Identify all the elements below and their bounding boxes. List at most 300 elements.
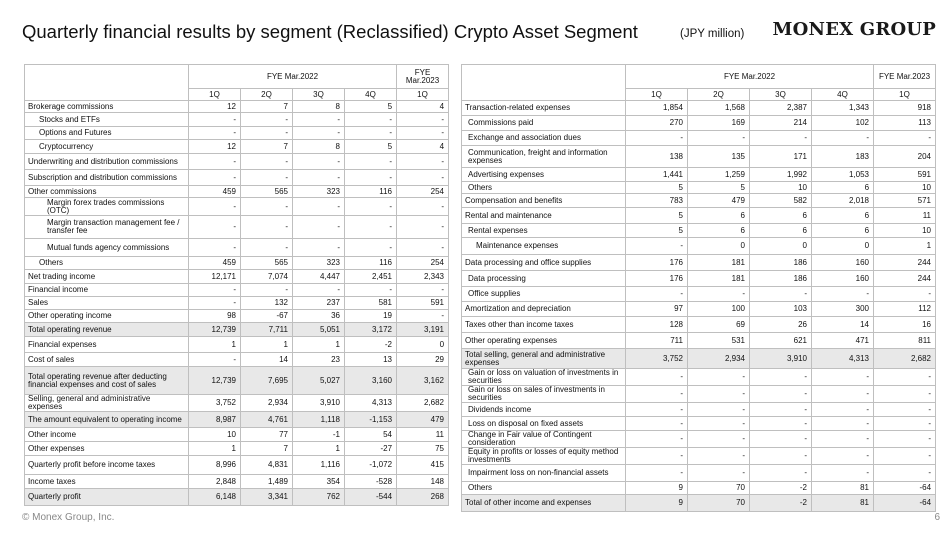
table-row [462,465,936,482]
quarter-header: 2Q [241,89,293,101]
value-cell: - [293,216,345,239]
value-cell: 1,259 [688,168,750,182]
value-cell: 113 [874,116,936,131]
value-cell: - [397,154,449,170]
quarter-header: 3Q [750,89,812,101]
value-cell: 7,695 [241,367,293,395]
value-cell: 783 [626,194,688,208]
value-cell: - [397,198,449,216]
row-label: Office supplies [462,287,626,302]
table-row [462,417,936,431]
value-cell: 54 [345,428,397,442]
value-cell: 7,711 [241,323,293,337]
value-cell: 591 [874,168,936,182]
value-cell: 10 [750,182,812,194]
row-label: Total operating revenue [25,323,189,337]
value-cell: - [812,417,874,431]
value-cell: 2,451 [345,270,397,284]
table-row [25,113,449,127]
table-row [462,208,936,224]
value-cell: - [626,448,688,465]
value-cell: 4 [397,140,449,154]
row-label: Net trading income [25,270,189,284]
quarter-header: 4Q [812,89,874,101]
value-cell: 471 [812,333,874,349]
row-label: Others [25,257,189,270]
value-cell: 3,160 [345,367,397,395]
value-cell: - [397,127,449,140]
row-label: Compensation and benefits [462,194,626,208]
value-cell: 6 [688,208,750,224]
value-cell: 0 [688,238,750,255]
value-cell: 5,051 [293,323,345,337]
value-cell: 323 [293,257,345,270]
value-cell: - [688,403,750,417]
value-cell: 3,341 [241,489,293,506]
row-label: Other commissions [25,186,189,198]
row-label: Quarterly profit before income taxes [25,456,189,475]
row-label: Mutual funds agency commissions [25,239,189,257]
table-row [462,131,936,146]
row-label: Others [462,182,626,194]
value-cell: -2 [750,495,812,512]
value-cell: - [345,198,397,216]
row-label: Change in Fair value of Contingent consideration [462,431,626,448]
value-cell: - [812,386,874,403]
value-cell: - [750,386,812,403]
row-label: Quarterly profit [25,489,189,506]
value-cell: 244 [874,271,936,287]
value-cell: 1,992 [750,168,812,182]
value-cell: 582 [750,194,812,208]
value-cell: 2,387 [750,101,812,116]
row-label: Total operating revenue after deducting financial expenses and cost of sales [25,367,189,395]
value-cell: - [874,431,936,448]
value-cell: 1,053 [812,168,874,182]
fy-curr-header: FYE Mar.2023 [874,65,936,89]
table-row [25,367,449,395]
row-label: Margin forex trades commissions (OTC) [25,198,189,216]
page-number: 6 [934,512,940,523]
value-cell: 171 [750,146,812,168]
table-row [25,353,449,367]
value-cell: 7 [241,140,293,154]
table-row [462,101,936,116]
value-cell: 23 [293,353,345,367]
value-cell: - [750,131,812,146]
value-cell: 103 [750,302,812,317]
value-cell: - [189,353,241,367]
value-cell: 565 [241,186,293,198]
value-cell: 6 [750,208,812,224]
value-cell: 591 [397,297,449,310]
value-cell: -544 [345,489,397,506]
value-cell: 811 [874,333,936,349]
table-row [462,271,936,287]
page-title: Quarterly financial results by segment (Reclassified) Crypto Asset Segment [22,21,638,42]
table-row [462,182,936,194]
value-cell: - [241,284,293,297]
table-row [25,337,449,353]
value-cell: - [688,431,750,448]
value-cell: 4,761 [241,412,293,428]
quarter-header: 1Q [874,89,936,101]
value-cell: -2 [750,482,812,495]
value-cell: - [874,386,936,403]
row-label: Subscription and distribution commissions [25,170,189,186]
row-label: Income taxes [25,475,189,489]
row-label: Cryptocurrency [25,140,189,154]
value-cell: 12 [189,140,241,154]
value-cell: 100 [688,302,750,317]
value-cell: 186 [750,271,812,287]
value-cell: 160 [812,271,874,287]
value-cell: 5 [626,208,688,224]
table-row [462,495,936,512]
value-cell: 6 [750,224,812,238]
value-cell: 70 [688,495,750,512]
quarter-header: 1Q [626,89,688,101]
value-cell: - [189,127,241,140]
table-row [25,270,449,284]
row-label: Financial expenses [25,337,189,353]
value-cell: -1 [293,428,345,442]
value-cell: - [397,113,449,127]
value-cell: 6,148 [189,489,241,506]
value-cell: 128 [626,317,688,333]
value-cell: 11 [874,208,936,224]
value-cell: 5,027 [293,367,345,395]
value-cell: 160 [812,255,874,271]
value-cell: 70 [688,482,750,495]
value-cell: 1 [189,442,241,456]
value-cell: - [688,131,750,146]
value-cell: - [293,127,345,140]
table-row [25,170,449,186]
value-cell: 116 [345,186,397,198]
value-cell: 19 [345,310,397,323]
value-cell: - [626,431,688,448]
value-cell: - [626,287,688,302]
row-label: Rental expenses [462,224,626,238]
value-cell: 415 [397,456,449,475]
value-cell: 4 [397,101,449,113]
table-row [462,302,936,317]
value-cell: 8 [293,140,345,154]
row-label: Margin transaction management fee / transfer fee [25,216,189,239]
value-cell: 176 [626,255,688,271]
value-cell: 270 [626,116,688,131]
value-cell: 9 [626,482,688,495]
value-cell: 81 [812,482,874,495]
row-label: Communication, freight and information expenses [462,146,626,168]
value-cell: - [293,170,345,186]
table-row [462,333,936,349]
monex-logo: MONEX GROUP [772,19,936,40]
value-cell: -2 [345,337,397,353]
value-cell: - [750,431,812,448]
value-cell: - [750,465,812,482]
value-cell: 183 [812,146,874,168]
value-cell: - [874,369,936,386]
value-cell: - [626,465,688,482]
value-cell: - [874,403,936,417]
value-cell: 16 [874,317,936,333]
value-cell: - [293,239,345,257]
table-row [25,216,449,239]
value-cell: 7 [241,101,293,113]
value-cell: 3,162 [397,367,449,395]
value-cell: 8,987 [189,412,241,428]
row-label: Other operating expenses [462,333,626,349]
row-label: Rental and maintenance [462,208,626,224]
value-cell: 98 [189,310,241,323]
value-cell: - [397,284,449,297]
value-cell: 3,172 [345,323,397,337]
value-cell: - [345,216,397,239]
table-row [25,489,449,506]
value-cell: 6 [812,224,874,238]
value-cell: 186 [750,255,812,271]
value-cell: -528 [345,475,397,489]
value-cell: 10 [874,224,936,238]
value-cell: - [626,238,688,255]
value-cell: 4,447 [293,270,345,284]
row-label: Financial income [25,284,189,297]
row-label: Transaction-related expenses [462,101,626,116]
value-cell: - [812,369,874,386]
quarter-header: 1Q [189,89,241,101]
value-cell: - [874,417,936,431]
table-row [25,442,449,456]
value-cell: - [812,131,874,146]
value-cell: - [397,170,449,186]
table-row [25,284,449,297]
value-cell: 1,489 [241,475,293,489]
table-row [462,146,936,168]
value-cell: 254 [397,257,449,270]
value-cell: - [688,465,750,482]
fy-prev-header: FYE Mar.2022 [626,65,874,89]
table-row [462,482,936,495]
row-label: Underwriting and distribution commissions [25,154,189,170]
value-cell: - [626,403,688,417]
value-cell: - [812,465,874,482]
value-cell: 0 [397,337,449,353]
value-cell: - [241,127,293,140]
value-cell: - [750,417,812,431]
table-row [25,140,449,154]
value-cell: - [293,113,345,127]
value-cell: 214 [750,116,812,131]
value-cell: - [750,403,812,417]
table-row [462,317,936,333]
value-cell: 3,191 [397,323,449,337]
value-cell: 7 [241,442,293,456]
value-cell: 12,739 [189,367,241,395]
table-row [462,224,936,238]
value-cell: 2,682 [397,395,449,412]
value-cell: 29 [397,353,449,367]
value-cell: - [688,369,750,386]
value-cell: - [189,239,241,257]
table-row [462,168,936,182]
value-cell: 1 [189,337,241,353]
value-cell: 112 [874,302,936,317]
table-row [25,101,449,113]
value-cell: 1,118 [293,412,345,428]
value-cell: - [241,154,293,170]
value-cell: - [874,131,936,146]
value-cell: 7,074 [241,270,293,284]
value-cell: - [874,287,936,302]
value-cell: - [241,216,293,239]
value-cell: 102 [812,116,874,131]
value-cell: -67 [241,310,293,323]
table-row [25,154,449,170]
value-cell: 2,682 [874,349,936,369]
table-row [25,428,449,442]
value-cell: 2,934 [688,349,750,369]
value-cell: 75 [397,442,449,456]
value-cell: 4,313 [345,395,397,412]
value-cell: - [750,287,812,302]
value-cell: 0 [812,238,874,255]
value-cell: 2,343 [397,270,449,284]
value-cell: 8,996 [189,456,241,475]
table-row [25,475,449,489]
value-cell: -1,153 [345,412,397,428]
table-row [25,323,449,337]
row-label: Impairment loss on non-financial assets [462,465,626,482]
value-cell: - [812,403,874,417]
value-cell: - [189,297,241,310]
row-label: Exchange and association dues [462,131,626,146]
value-cell: 5 [626,224,688,238]
value-cell: 12,171 [189,270,241,284]
value-cell: 3,910 [293,395,345,412]
value-cell: 354 [293,475,345,489]
value-cell: 10 [874,182,936,194]
value-cell: 2,018 [812,194,874,208]
table-row [25,395,449,412]
value-cell: 4,831 [241,456,293,475]
table-row [25,297,449,310]
value-cell: 69 [688,317,750,333]
value-cell: -64 [874,495,936,512]
value-cell: - [874,448,936,465]
row-label: The amount equivalent to operating income [25,412,189,428]
value-cell: - [345,154,397,170]
row-label: Taxes other than income taxes [462,317,626,333]
value-cell: - [189,198,241,216]
value-cell: 459 [189,186,241,198]
value-cell: - [241,170,293,186]
value-cell: 6 [688,224,750,238]
table-row [462,238,936,255]
value-cell: - [345,113,397,127]
value-cell: 181 [688,271,750,287]
table-row [462,431,936,448]
table-row [25,198,449,216]
value-cell: 181 [688,255,750,271]
value-cell: 1,116 [293,456,345,475]
value-cell: - [812,448,874,465]
value-cell: - [345,170,397,186]
row-label: Other income [25,428,189,442]
value-cell: - [241,113,293,127]
table-row [25,310,449,323]
value-cell: - [345,127,397,140]
row-label: Other expenses [25,442,189,456]
row-label: Commissions paid [462,116,626,131]
quarter-header: 2Q [688,89,750,101]
value-cell: 2,934 [241,395,293,412]
value-cell: 531 [688,333,750,349]
value-cell: - [241,198,293,216]
value-cell: - [189,170,241,186]
table-row [462,448,936,465]
row-label: Total of other income and expenses [462,495,626,512]
value-cell: 6 [812,208,874,224]
row-label: Loss on disposal on fixed assets [462,417,626,431]
value-cell: 711 [626,333,688,349]
segment-income-table [24,64,449,506]
value-cell: 14 [241,353,293,367]
table-row [25,257,449,270]
row-label: Selling, general and administrative expenses [25,395,189,412]
quarter-header: 1Q [397,89,449,101]
table-row [462,386,936,403]
value-cell: 323 [293,186,345,198]
value-cell: 116 [345,257,397,270]
value-cell: - [345,239,397,257]
value-cell: - [688,386,750,403]
value-cell: 268 [397,489,449,506]
copyright-footer: © Monex Group, Inc. [22,512,115,523]
value-cell: 77 [241,428,293,442]
value-cell: 176 [626,271,688,287]
row-label: Others [462,482,626,495]
value-cell: 14 [812,317,874,333]
quarter-header: 4Q [345,89,397,101]
fy-prev-header: FYE Mar.2022 [189,65,397,89]
value-cell: - [688,448,750,465]
table-row [462,403,936,417]
value-cell: - [750,448,812,465]
value-cell: 26 [750,317,812,333]
value-cell: 135 [688,146,750,168]
value-cell: - [397,310,449,323]
value-cell: 9 [626,495,688,512]
value-cell: - [345,284,397,297]
row-label: Dividends income [462,403,626,417]
value-cell: - [626,131,688,146]
value-cell: 36 [293,310,345,323]
table-row [25,127,449,140]
value-cell: - [189,284,241,297]
value-cell: 479 [688,194,750,208]
value-cell: -1,072 [345,456,397,475]
value-cell: 8 [293,101,345,113]
table-row [462,116,936,131]
value-cell: 3,752 [626,349,688,369]
table-row [462,255,936,271]
value-cell: 132 [241,297,293,310]
row-label: Maintenance expenses [462,238,626,255]
value-cell: 11 [397,428,449,442]
row-label: Options and Futures [25,127,189,140]
